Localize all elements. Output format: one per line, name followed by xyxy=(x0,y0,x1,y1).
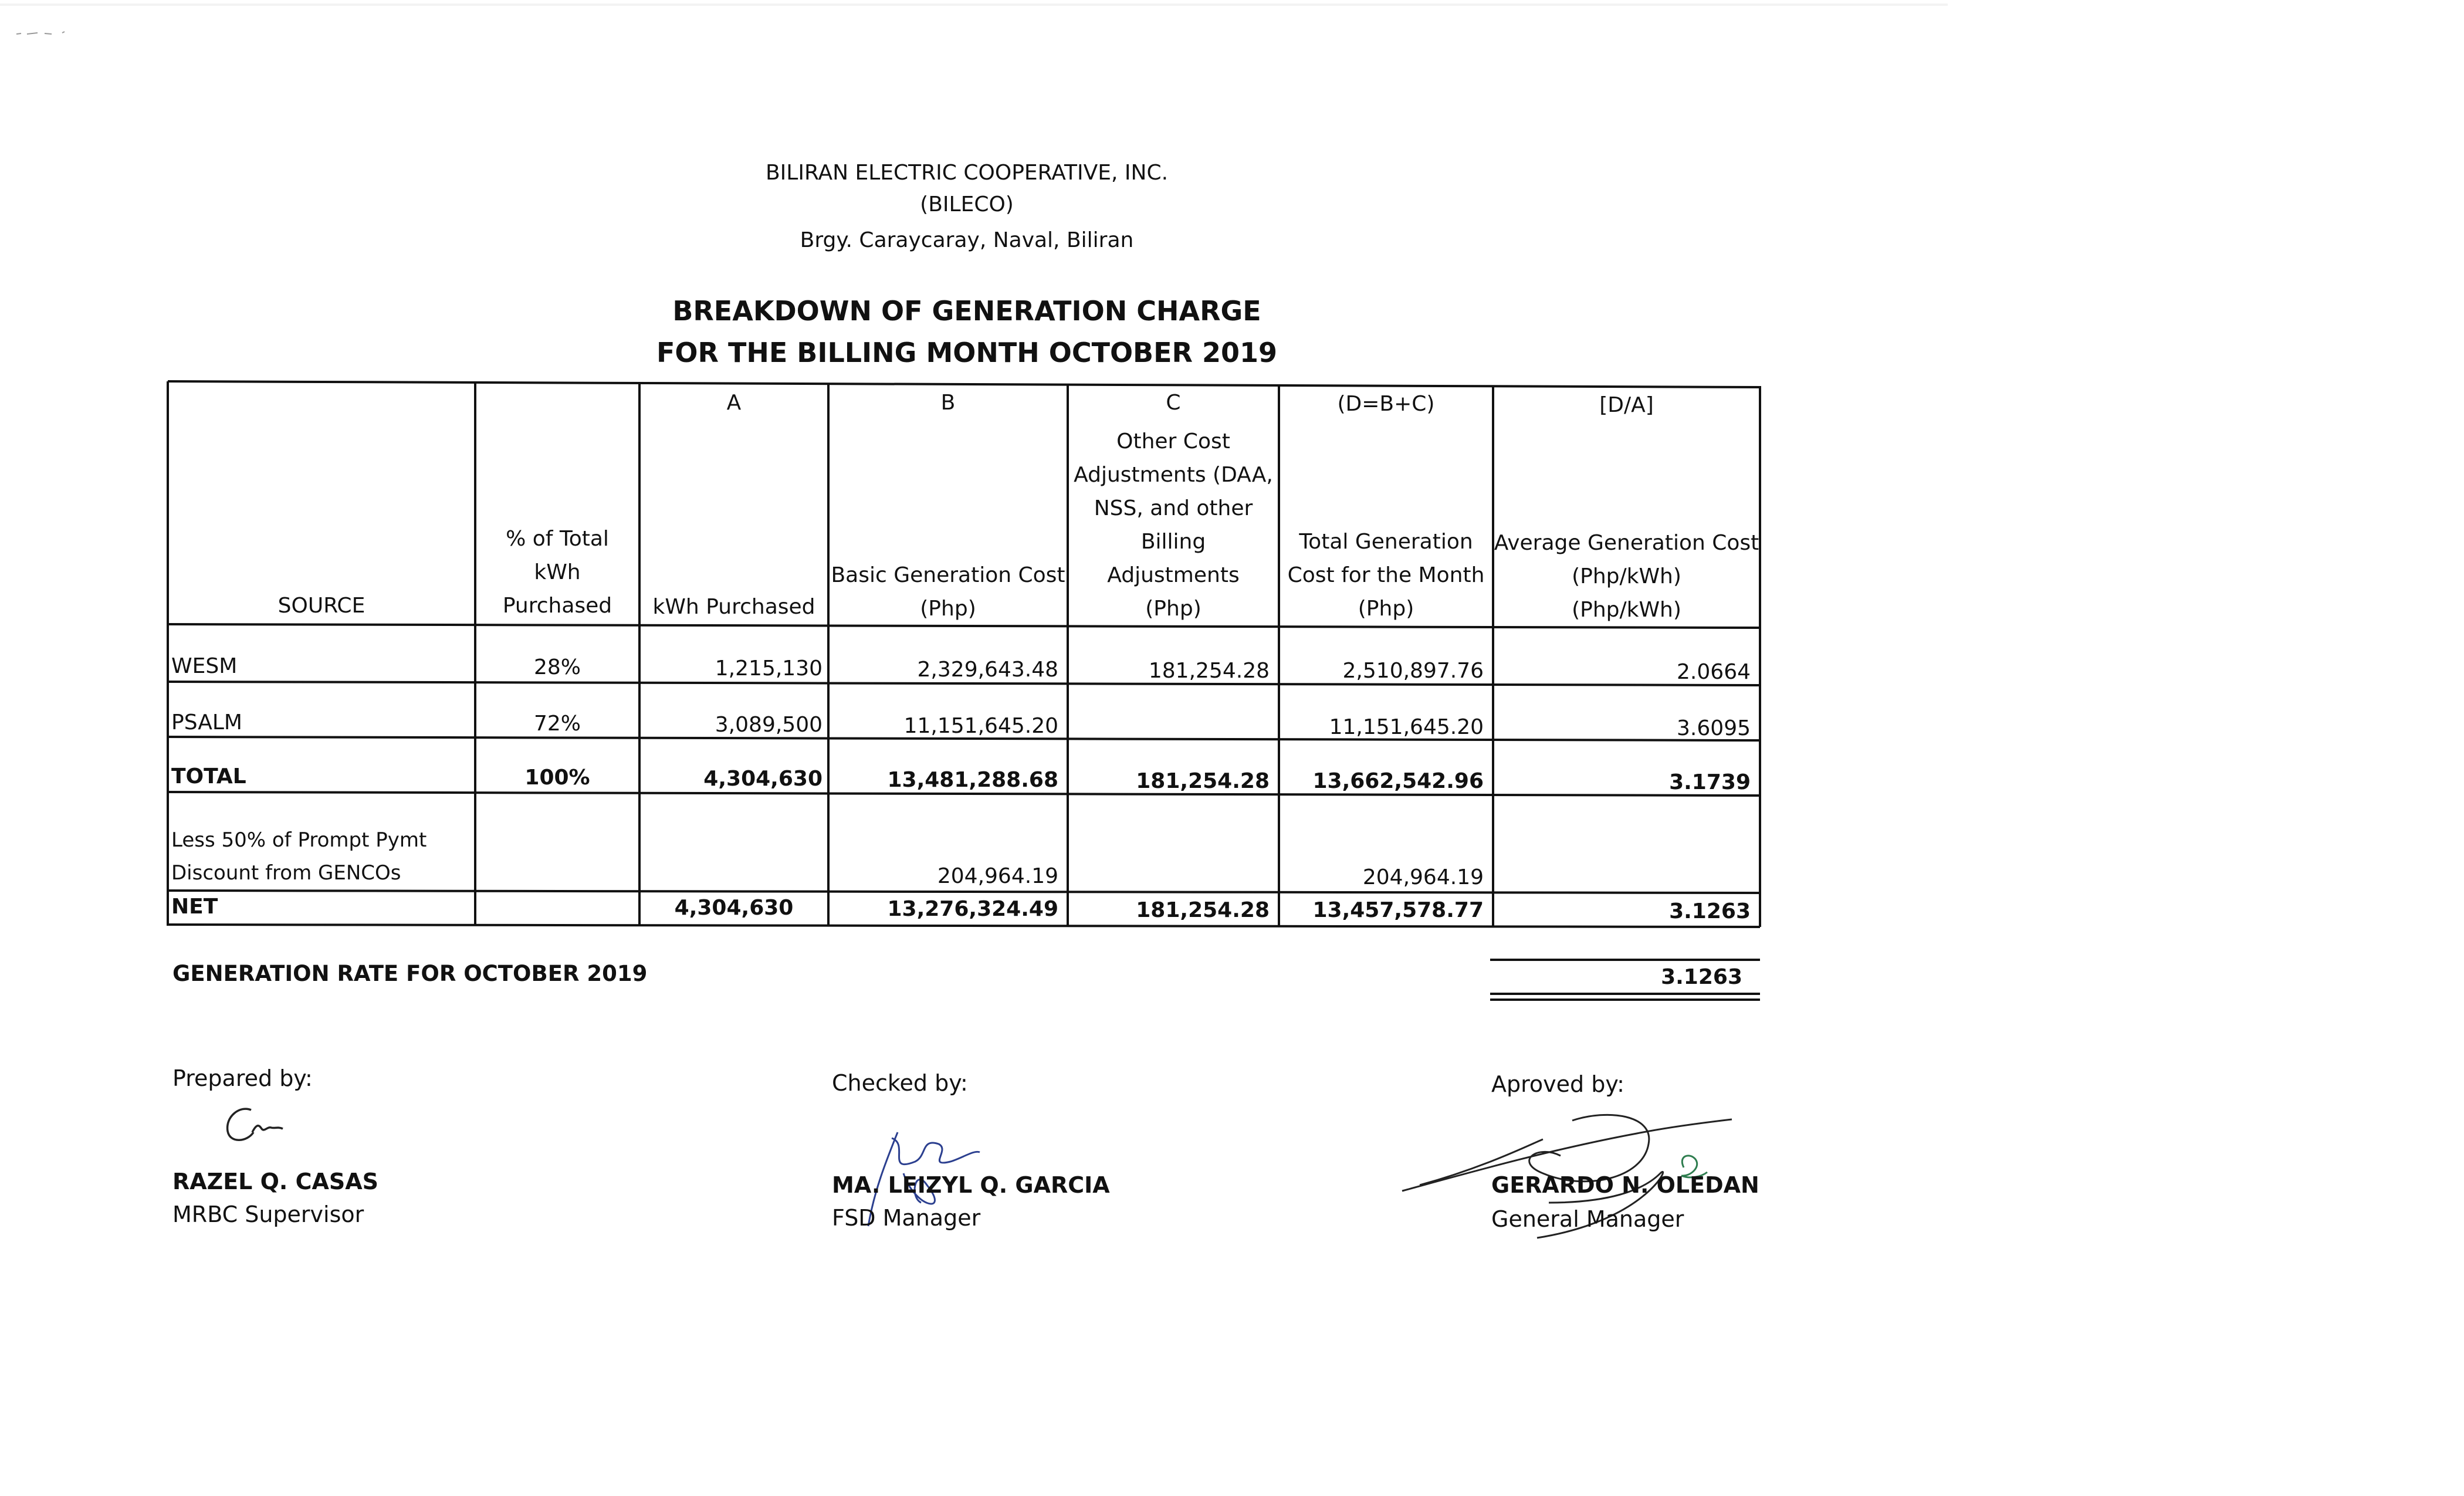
col-header-pct-line2: kWh xyxy=(534,560,581,584)
report-title-line2: FOR THE BILLING MONTH OCTOBER 2019 xyxy=(656,337,1278,368)
row-discount-source-line2: Discount from GENCOs xyxy=(171,861,401,885)
col-header-other-line1: Other Cost xyxy=(1116,429,1230,453)
row-wesm-basic: 2,329,643.48 xyxy=(917,658,1058,682)
prepared-by-name: RAZEL Q. CASAS xyxy=(172,1169,379,1194)
checked-by-name: MA. LEIZYL Q. GARCIA xyxy=(832,1172,1110,1198)
prepared-by-label: Prepared by: xyxy=(172,1065,313,1091)
approved-by-label: Aproved by: xyxy=(1491,1071,1624,1097)
col-header-pct-line1: % of Total xyxy=(506,527,609,551)
row-wesm-source: WESM xyxy=(171,654,238,678)
col-letter-a: A xyxy=(726,391,742,415)
row-wesm-other: 181,254.28 xyxy=(1148,659,1270,683)
report-title-line1: BREAKDOWN OF GENERATION CHARGE xyxy=(672,295,1261,327)
approved-by-title: General Manager xyxy=(1491,1206,1684,1232)
org-abbreviation: (BILECO) xyxy=(920,192,1014,216)
approved-by-name: GERARDO N. OLEDAN xyxy=(1491,1172,1759,1198)
row-total-total: 13,662,542.96 xyxy=(1312,769,1484,793)
col-header-basic-line1: Basic Generation Cost xyxy=(831,563,1065,587)
row-psalm-total: 11,151,645.20 xyxy=(1329,715,1484,739)
row-wesm-pct: 28% xyxy=(533,655,581,679)
col-header-basic-line2: (Php) xyxy=(920,597,976,621)
generation-rate-label: GENERATION RATE FOR OCTOBER 2019 xyxy=(172,961,648,986)
col-header-avg-line3: (Php/kWh) xyxy=(1572,598,1681,622)
row-net-other: 181,254.28 xyxy=(1136,898,1270,922)
prepared-signature xyxy=(217,1103,287,1150)
col-header-other-line6: (Php) xyxy=(1145,597,1201,621)
col-letter-c: C xyxy=(1166,391,1181,415)
row-wesm-total: 2,510,897.76 xyxy=(1342,659,1484,683)
org-address: Brgy. Caraycaray, Naval, Biliran xyxy=(800,228,1134,252)
row-net-basic: 13,276,324.49 xyxy=(887,897,1058,921)
row-psalm-kwh: 3,089,500 xyxy=(715,713,823,737)
row-wesm-kwh: 1,215,130 xyxy=(715,656,823,681)
row-total-basic: 13,481,288.68 xyxy=(887,768,1058,792)
row-net-avg: 3.1263 xyxy=(1669,899,1751,923)
row-net-total: 13,457,578.77 xyxy=(1312,898,1484,922)
col-letter-avg: [D/A] xyxy=(1599,393,1654,417)
row-total-other: 181,254.28 xyxy=(1136,769,1270,793)
row-wesm-avg: 2.0664 xyxy=(1677,660,1751,684)
col-header-source: SOURCE xyxy=(277,594,365,618)
row-psalm-basic: 11,151,645.20 xyxy=(903,714,1058,738)
org-name: BILIRAN ELECTRIC COOPERATIVE, INC. xyxy=(765,161,1169,185)
row-total-avg: 3.1739 xyxy=(1669,770,1751,794)
col-header-total-line3: (Php) xyxy=(1358,597,1414,621)
row-total-kwh: 4,304,630 xyxy=(703,767,823,791)
col-header-other-line3: NSS, and other xyxy=(1094,496,1253,520)
row-net-source: NET xyxy=(171,895,218,919)
row-psalm-source: PSALM xyxy=(171,710,242,735)
scan-edge-shadow xyxy=(0,4,1948,6)
col-header-other-line2: Adjustments (DAA, xyxy=(1074,463,1273,487)
scan-specks xyxy=(15,29,109,36)
col-header-other-line4: Billing xyxy=(1140,530,1206,554)
checked-by-label: Checked by: xyxy=(832,1070,968,1096)
col-header-total-line1: Total Generation xyxy=(1299,530,1473,554)
col-letter-b: B xyxy=(940,391,956,415)
prepared-by-title: MRBC Supervisor xyxy=(172,1201,364,1227)
checked-by-title: FSD Manager xyxy=(832,1205,981,1231)
row-net-kwh: 4,304,630 xyxy=(674,896,794,920)
row-total-source: TOTAL xyxy=(171,764,246,788)
row-discount-source-line1: Less 50% of Prompt Pymt xyxy=(171,828,427,852)
row-discount-basic: 204,964.19 xyxy=(937,864,1058,888)
row-total-pct: 100% xyxy=(524,766,590,790)
col-header-avg-line2: (Php/kWh) xyxy=(1572,564,1681,588)
row-psalm-pct: 72% xyxy=(533,712,581,736)
col-header-avg-line1: Average Generation Cost xyxy=(1494,531,1759,555)
row-discount-total: 204,964.19 xyxy=(1362,865,1484,889)
col-header-other-line5: Adjustments xyxy=(1107,563,1240,587)
generation-rate-value: 3.1263 xyxy=(1661,965,1742,989)
col-header-kwh: kWh Purchased xyxy=(652,595,815,619)
col-letter-d: (D=B+C) xyxy=(1337,392,1435,416)
col-header-pct-line3: Purchased xyxy=(502,594,612,618)
col-header-total-line2: Cost for the Month xyxy=(1287,563,1485,587)
row-psalm-avg: 3.6095 xyxy=(1677,716,1751,740)
